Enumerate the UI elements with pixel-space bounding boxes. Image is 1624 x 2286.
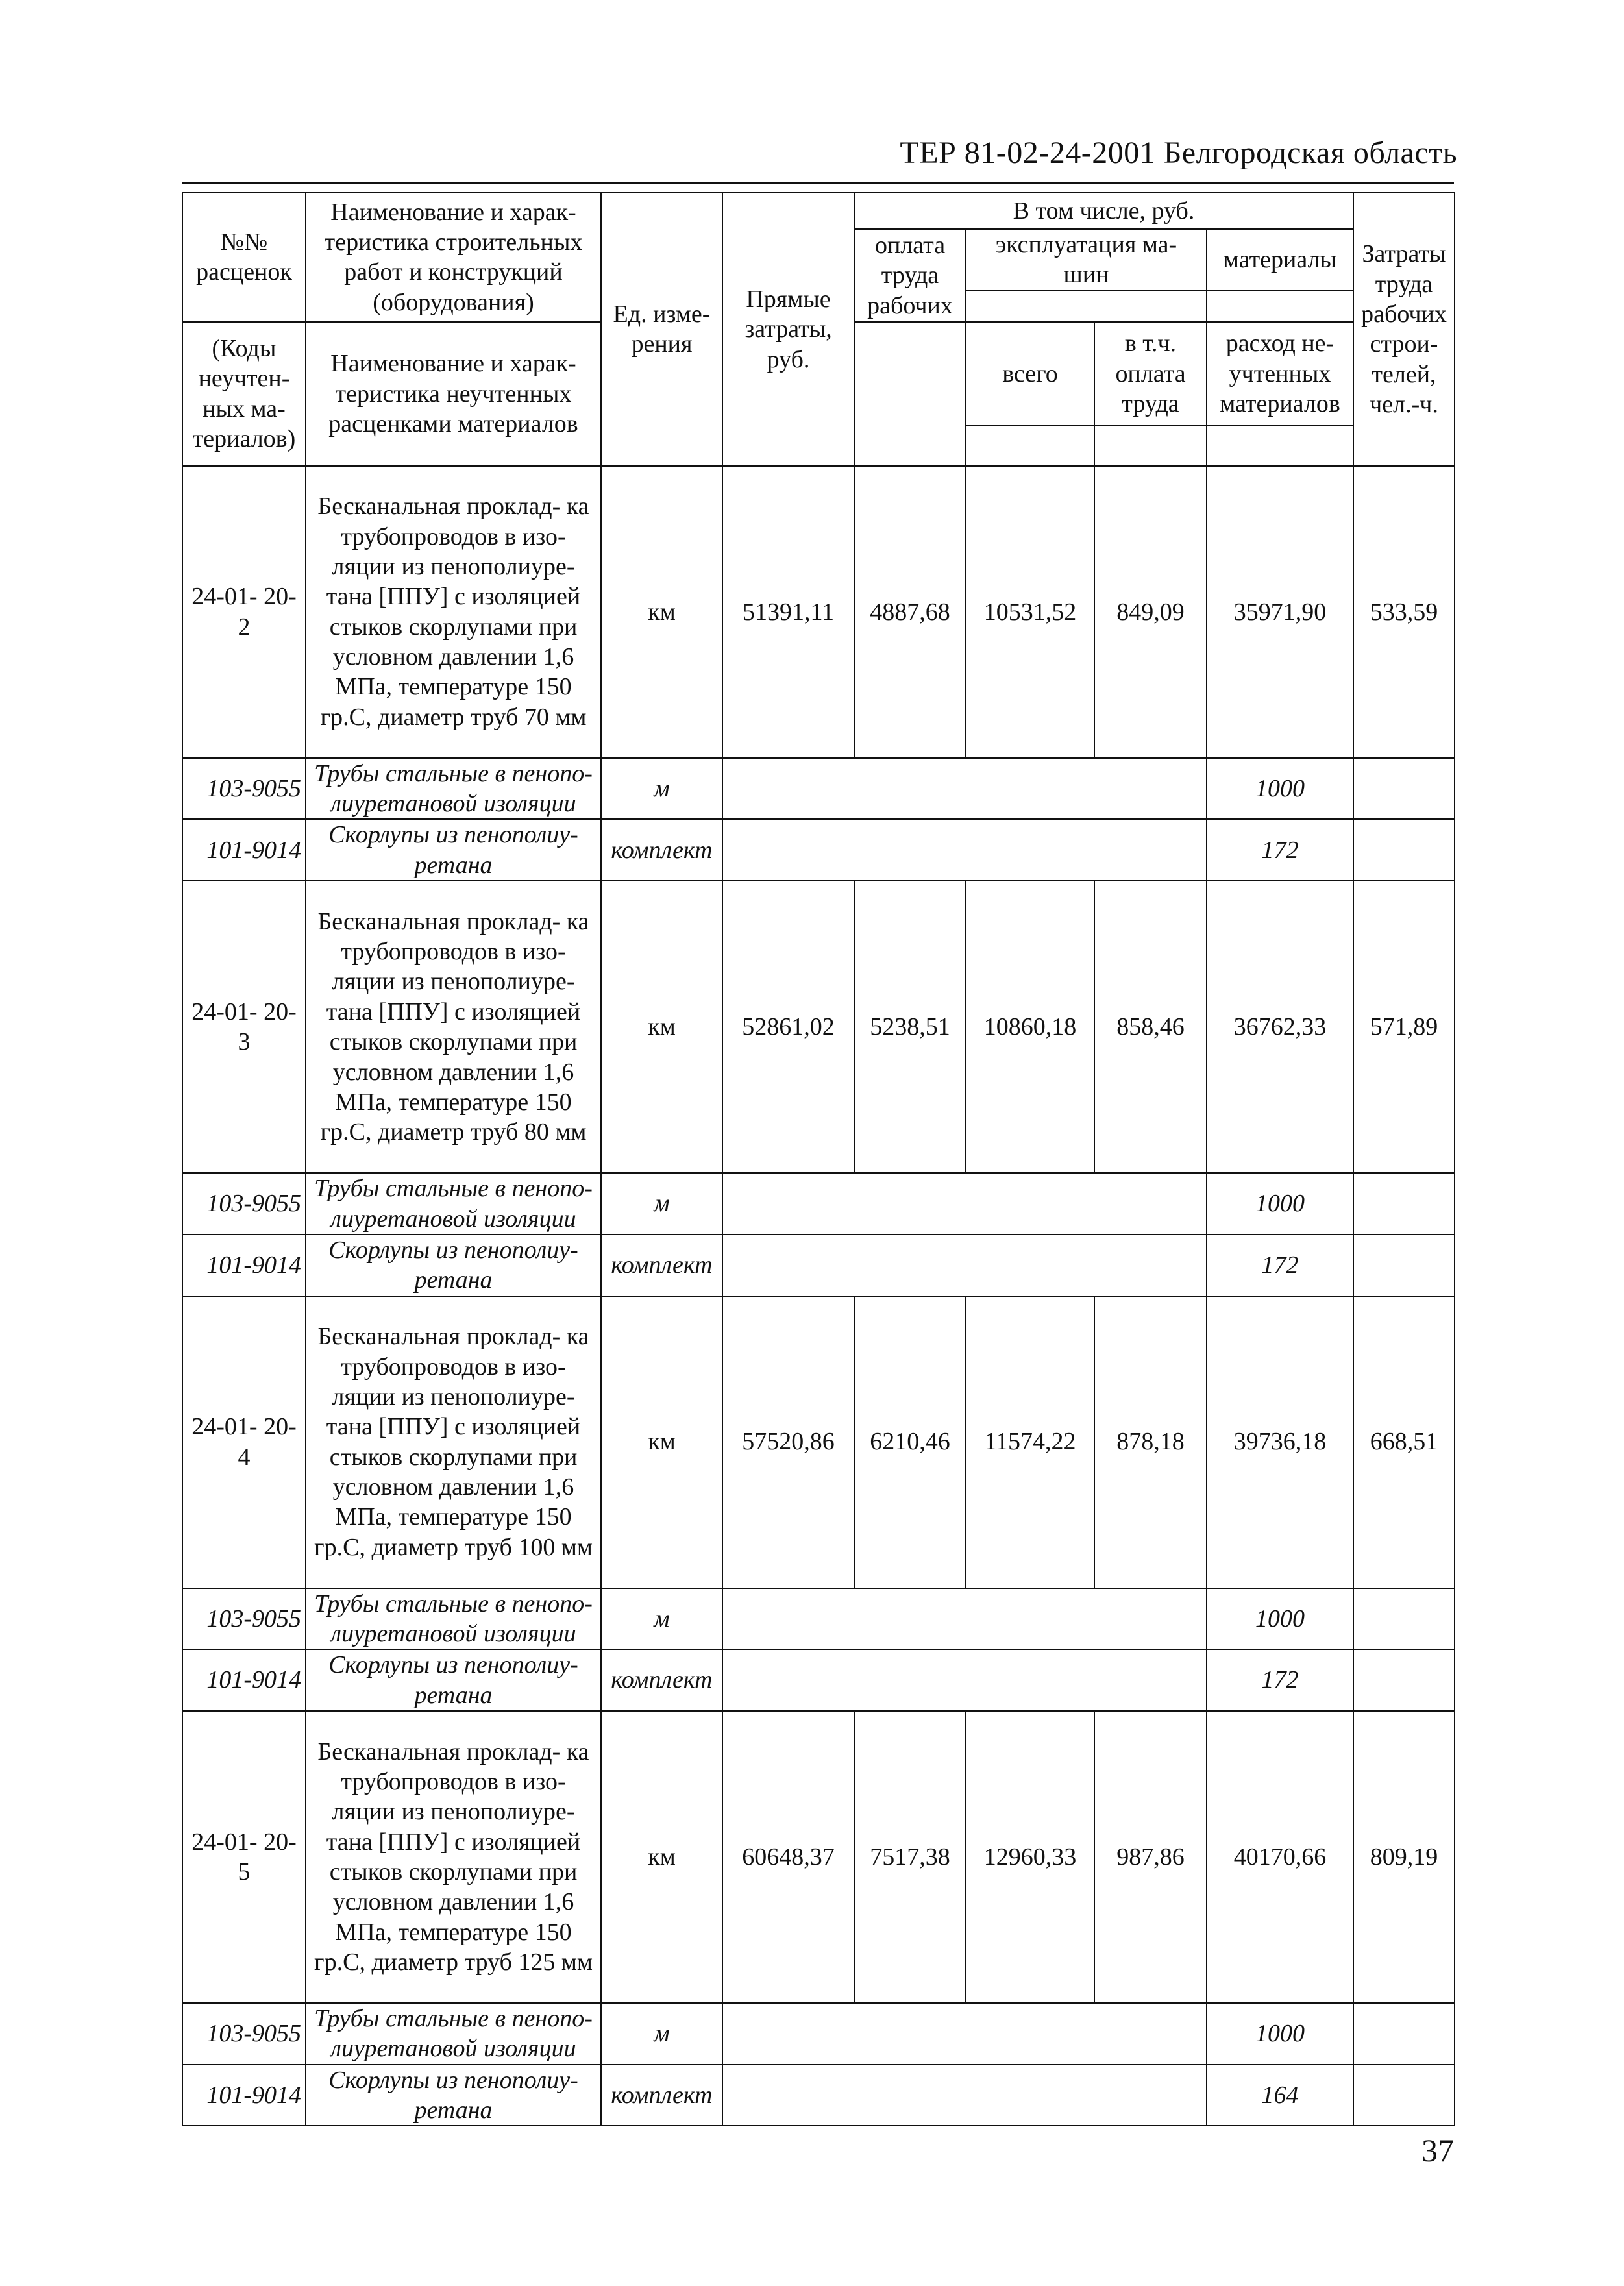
machines-labor-pay: 878,18 <box>1094 1296 1207 1588</box>
rate-unit: км <box>601 466 722 758</box>
material-empty-span <box>722 1173 1207 1235</box>
rate-description: Бесканальная проклад- ка трубопроводов в изо- ляции из пенополиуре- тана [ППУ] с изоляцией стыков скорлупами при условном давлении 1,6 МПа, температуре 150 гр.С, диаметр труб 70 мм <box>306 466 601 758</box>
material-row <box>182 1649 1455 1711</box>
material-quantity: 172 <box>1207 1649 1353 1711</box>
rate-description: Бесканальная проклад- ка трубопроводов в изо- ляции из пенополиуре- тана [ППУ] с изоляцией стыков скорлупами при условном давлении 1,6 МПа, температуре 150 гр.С, диаметр труб 100 мм <box>306 1296 601 1588</box>
col-name-header: Наименование и харак- теристика строительных работ и конструкций (оборудования) <box>306 193 601 322</box>
material-labor-empty <box>1353 1649 1455 1711</box>
machines-labor-pay: 849,09 <box>1094 466 1207 758</box>
material-quantity: 1000 <box>1207 758 1353 820</box>
material-name: Трубы стальные в пенопо- лиуретановой изоляции <box>306 1588 601 1650</box>
material-empty-span <box>722 819 1207 881</box>
machines-total: 10860,18 <box>966 881 1094 1173</box>
machines-labor-pay: 987,86 <box>1094 1711 1207 2003</box>
material-empty-span <box>722 1588 1207 1650</box>
material-empty-span <box>722 1235 1207 1296</box>
material-quantity: 172 <box>1207 1235 1353 1296</box>
rate-description: Бесканальная проклад- ка трубопроводов в изо- ляции из пенополиуре- тана [ППУ] с изоляцией стыков скорлупами при условном давлении 1,6 МПа, температуре 150 гр.С, диаметр труб 125 мм <box>306 1711 601 2003</box>
rate-code: 24-01- 20-4 <box>182 1296 306 1588</box>
material-unit: комплект <box>601 819 722 881</box>
material-row <box>182 819 1455 881</box>
material-name: Скорлупы из пенополиу- ретана <box>306 2065 601 2126</box>
material-code: 103-9055 <box>182 2003 306 2065</box>
labor-hours: 668,51 <box>1353 1296 1455 1588</box>
machines-total: 10531,52 <box>966 466 1094 758</box>
material-code: 103-9055 <box>182 1173 306 1235</box>
labor-hours: 809,19 <box>1353 1711 1455 2003</box>
material-empty-span <box>722 758 1207 820</box>
material-unit: комплект <box>601 2065 722 2126</box>
materials-sub-spacer <box>1207 426 1353 466</box>
material-labor-empty <box>1353 819 1455 881</box>
material-name: Скорлупы из пенополиу- ретана <box>306 819 601 881</box>
material-unit: м <box>601 1173 722 1235</box>
header-rule <box>182 182 1454 184</box>
material-row <box>182 1173 1455 1235</box>
machines-total: 12960,33 <box>966 1711 1094 2003</box>
material-row <box>182 1588 1455 1650</box>
material-unit: м <box>601 2003 722 2065</box>
material-row <box>182 2003 1455 2065</box>
material-code: 103-9055 <box>182 758 306 820</box>
material-name: Трубы стальные в пенопо- лиуретановой изоляции <box>306 2003 601 2065</box>
material-code: 101-9014 <box>182 1649 306 1711</box>
col-machines-total-header: всего <box>966 322 1094 426</box>
materials-cost: 36762,33 <box>1207 881 1353 1173</box>
col-name-subheader: Наименование и харак- теристика неучтенных расценками материалов <box>306 322 601 466</box>
material-unit: м <box>601 758 722 820</box>
labor-pay: 4887,68 <box>854 466 966 758</box>
material-quantity: 164 <box>1207 2065 1353 2126</box>
material-row <box>182 2065 1455 2126</box>
material-labor-empty <box>1353 1235 1455 1296</box>
direct-costs: 52861,02 <box>722 881 854 1173</box>
direct-costs: 60648,37 <box>722 1711 854 2003</box>
material-code: 101-9014 <box>182 1235 306 1296</box>
labor-hours: 571,89 <box>1353 881 1455 1173</box>
material-name: Трубы стальные в пенопо- лиуретановой изоляции <box>306 1173 601 1235</box>
col-direct-header: Прямые затраты, руб. <box>722 193 854 466</box>
machines-total: 11574,22 <box>966 1296 1094 1588</box>
materials-cost: 40170,66 <box>1207 1711 1353 2003</box>
machines-labor-pay: 858,46 <box>1094 881 1207 1173</box>
table-row <box>182 1711 1455 2003</box>
material-name: Скорлупы из пенополиу- ретана <box>306 1235 601 1296</box>
material-code: 103-9055 <box>182 1588 306 1650</box>
materials-cost: 39736,18 <box>1207 1296 1353 1588</box>
table-row <box>182 466 1455 758</box>
rate-unit: км <box>601 1711 722 2003</box>
col-machines-header: эксплуатация ма- шин <box>966 229 1207 291</box>
material-empty-span <box>722 2003 1207 2065</box>
material-code: 101-9014 <box>182 819 306 881</box>
material-unit: комплект <box>601 1235 722 1296</box>
col-labor-cost-header: Затраты труда рабочих строи- телей, чел.-ч. <box>1353 193 1455 466</box>
material-quantity: 172 <box>1207 819 1353 881</box>
page-number: 37 <box>1421 2132 1454 2169</box>
rate-code: 24-01- 20-3 <box>182 881 306 1173</box>
material-row <box>182 1235 1455 1296</box>
machines-total-spacer <box>966 426 1094 466</box>
material-labor-empty <box>1353 1173 1455 1235</box>
col-code-header: №№ расценок <box>182 193 306 322</box>
rate-code: 24-01- 20-2 <box>182 466 306 758</box>
rate-unit: км <box>601 1296 722 1588</box>
rate-unit: км <box>601 881 722 1173</box>
material-labor-empty <box>1353 1588 1455 1650</box>
material-quantity: 1000 <box>1207 2003 1353 2065</box>
table-row <box>182 881 1455 1173</box>
material-empty-span <box>722 1649 1207 1711</box>
material-unit: комплект <box>601 1649 722 1711</box>
labor-pay-spacer <box>854 322 966 466</box>
labor-pay: 7517,38 <box>854 1711 966 2003</box>
material-labor-empty <box>1353 2065 1455 2126</box>
machines-spacer <box>966 291 1207 322</box>
labor-hours: 533,59 <box>1353 466 1455 758</box>
material-unit: м <box>601 1588 722 1650</box>
col-incl-header: В том числе, руб. <box>854 193 1353 229</box>
direct-costs: 57520,86 <box>722 1296 854 1588</box>
direct-costs: 51391,11 <box>722 466 854 758</box>
material-empty-span <box>722 2065 1207 2126</box>
material-labor-empty <box>1353 2003 1455 2065</box>
table-row <box>182 1296 1455 1588</box>
labor-pay: 5238,51 <box>854 881 966 1173</box>
material-name: Трубы стальные в пенопо- лиуретановой изоляции <box>306 758 601 820</box>
materials-spacer <box>1207 291 1353 322</box>
col-labor-pay-header: оплата труда рабочих <box>854 229 966 322</box>
material-quantity: 1000 <box>1207 1173 1353 1235</box>
col-machines-labor-header: в т.ч. оплата труда <box>1094 322 1207 426</box>
rates-table <box>182 192 1455 2126</box>
col-unit-header: Ед. изме- рения <box>601 193 722 466</box>
machines-labor-spacer <box>1094 426 1207 466</box>
col-materials-header: материалы <box>1207 229 1353 291</box>
col-code-subheader: (Коды неучтен- ных ма- териалов) <box>182 322 306 466</box>
document-title: ТЕР 81-02-24-2001 Белгородская область <box>900 136 1457 170</box>
labor-pay: 6210,46 <box>854 1296 966 1588</box>
col-materials-subheader: расход не- учтенных материалов <box>1207 322 1353 426</box>
rate-description: Бесканальная проклад- ка трубопроводов в изо- ляции из пенополиуре- тана [ППУ] с изоляцией стыков скорлупами при условном давлении 1,6 МПа, температуре 150 гр.С, диаметр труб 80 мм <box>306 881 601 1173</box>
materials-cost: 35971,90 <box>1207 466 1353 758</box>
material-labor-empty <box>1353 758 1455 820</box>
material-quantity: 1000 <box>1207 1588 1353 1650</box>
material-name: Скорлупы из пенополиу- ретана <box>306 1649 601 1711</box>
material-code: 101-9014 <box>182 2065 306 2126</box>
material-row <box>182 758 1455 820</box>
rate-code: 24-01- 20-5 <box>182 1711 306 2003</box>
